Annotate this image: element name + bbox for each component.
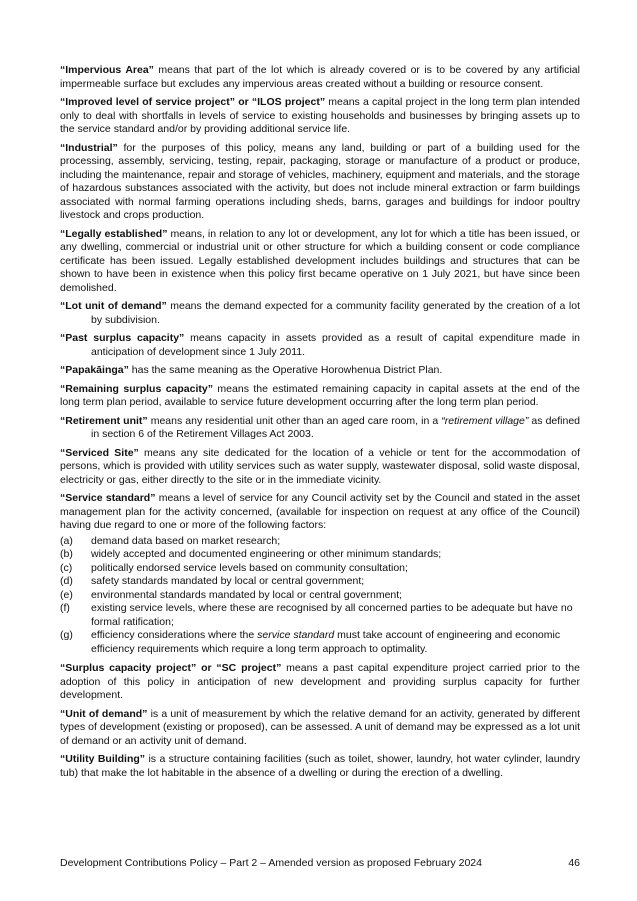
list-item — [60, 589, 580, 603]
list-marker: (b) — [60, 548, 73, 560]
list-marker: (e) — [60, 588, 73, 601]
service-standard-factors-list — [60, 535, 580, 657]
list-item-text — [91, 629, 580, 656]
definition-text-continued: as defined in section 6 of the Retirement Villages Act 2003. — [91, 414, 581, 440]
definition-past-surplus-capacity — [60, 332, 580, 359]
list-marker: (g) — [60, 629, 73, 641]
definition-text: means any residential unit other than an aged care room, in a — [147, 414, 442, 427]
definition-lot-unit-of-demand — [60, 300, 580, 327]
definition-term: “Improved level of service project” or “ILOS project” — [60, 96, 326, 108]
definition-term: “Utility Building” — [60, 753, 146, 765]
list-item-text: politically endorsed service levels based on community consultation; — [91, 561, 408, 574]
definition-text: means any site dedicated for the location of a vehicle or tent for the accommodation of persons, which is provided with utility services such as water supply, wastewater disposal, solid waste disposal, electricity or gas, either directly to the site or in the immediate vicinity. — [60, 446, 581, 486]
list-item-text-end: must take account of engineering and economic efficiency requirements which require a long term approach to optimality. — [91, 629, 561, 655]
definition-text: is a structure containing facilities (such as toilet, shower, laundry, hot water cylinder, laundry tub) that make the lot habitable in the absence of a dwelling or during the erection of a dwelling. — [60, 753, 580, 779]
definition-term: “Lot unit of demand” — [60, 300, 167, 312]
definition-term: “Industrial” — [60, 141, 118, 154]
definition-text: means a past capital expenditure project carried prior to the adoption of this policy in anticipation of new development and providing surplus capacity for further development. — [60, 662, 580, 701]
definition-legally-established — [60, 228, 580, 296]
definition-term: “Serviced Site” — [60, 446, 139, 459]
definitions-content — [60, 64, 580, 785]
list-item-text: existing service levels, where these are recognised by all concerned parties to be adequate but have no formal ratification; — [91, 602, 573, 628]
definition-text: for the purposes of this policy, means any land, building or part of a building used for the processing, assembly, servicing, testing, repair, packaging, storage or manufacture of a product or produce, including the maintenance, repair and storage of vehicles, machinery, equipment and materials, and the storage of hazardous substances associated with the activity, but does not include mineral extraction or farm buildings associated with normal farming operations including sheds, barns, garages and buildings for indoor poultry livestock and crops production. — [60, 141, 580, 221]
definition-term: “Impervious Area” — [60, 64, 154, 76]
list-item-text: widely accepted and documented engineering or other minimum standards; — [91, 548, 442, 560]
definition-industrial — [60, 142, 580, 223]
definition-text: is a unit of measurement by which the relative demand for an activity, generated by different types of development (existing or proposed), can be assessed. A unit of demand may be expressed as a lot unit of demand or an activity unit of demand. — [60, 707, 581, 747]
definition-text: means capacity in assets provided as a result of capital expenditure made in anticipation of development since 1 July 2011. — [91, 332, 580, 358]
definition-remaining-surplus-capacity — [60, 383, 580, 410]
definition-text: means a capital project in the long term plan intended only to deal with shortfalls in levels of service to existing households and businesses by bringing assets up to the service standard and/or by providing additional service life. — [60, 96, 580, 135]
definition-text: means the demand expected for a community facility generated by the creation of a lot by subdivision. — [91, 300, 580, 326]
list-item-italic: service standard — [257, 629, 335, 641]
list-item — [60, 562, 580, 576]
list-item-text: demand data based on market research; — [91, 534, 281, 547]
definition-service-standard — [60, 492, 580, 533]
footer-title: Development Contributions Policy – Part 2 – Amended version as proposed February 2024 — [60, 857, 482, 869]
list-marker: (d) — [60, 575, 73, 587]
definition-text: means the estimated remaining capacity in capital assets at the end of the long term plan period, available to service future development occurring after the long term plan period. — [60, 382, 580, 408]
list-item — [60, 575, 580, 589]
list-item-text-start: efficiency considerations where the — [91, 629, 258, 641]
definition-term: “Papakāinga” — [60, 364, 129, 376]
list-item — [60, 535, 580, 549]
definition-italic-term: “retirement village” — [441, 414, 529, 427]
definition-text: means, in relation to any lot or development, any lot for which a title has been issued, or any dwelling, commercial or industrial unit or other structure for which a building consent or code compliance certificate has been issued. Legally established development includes buildings and structures that can be shown to have been in existence when this policy first became operative on 1 July 2021, but have since been demolished. — [60, 227, 580, 294]
definition-term: “Legally established” — [60, 227, 168, 240]
definition-ilos-project — [60, 96, 580, 137]
definition-text: has the same meaning as the Operative Horowhenua District Plan. — [128, 364, 443, 376]
definition-impervious-area — [60, 64, 580, 91]
definition-surplus-capacity-project — [60, 662, 580, 703]
definition-text: means that part of the lot which is already covered or is to be covered by any artificial impermeable surface but excludes any impervious areas created without a building or resource consent. — [60, 64, 580, 90]
definition-term: “Remaining surplus capacity” — [60, 382, 213, 395]
list-item-text: environmental standards mandated by local or central government; — [91, 588, 403, 601]
definition-papakainga — [60, 364, 580, 378]
definition-retirement-unit — [60, 415, 580, 442]
definition-unit-of-demand — [60, 708, 580, 749]
list-marker: (c) — [60, 561, 73, 574]
page-number: 46 — [568, 857, 580, 869]
list-item — [60, 548, 580, 562]
definition-utility-building — [60, 753, 580, 780]
definition-serviced-site — [60, 447, 580, 488]
definition-term: “Surplus capacity project” or “SC project” — [60, 662, 282, 674]
list-item-text: safety standards mandated by local or central government; — [91, 575, 365, 587]
list-marker: (a) — [60, 534, 73, 547]
list-marker: (f) — [60, 602, 70, 614]
definition-term: “Unit of demand” — [60, 707, 148, 720]
list-item — [60, 602, 580, 629]
list-item — [60, 629, 580, 656]
definition-term: “Retirement unit” — [60, 414, 148, 427]
definition-text: means a level of service for any Council activity set by the Council and stated in the asset management plan for the activity concerned, (available for inspection on request at any office of the Council) having due regard to one or more of the following factors: — [60, 492, 580, 531]
definition-term: “Service standard” — [60, 492, 156, 504]
definition-term: “Past surplus capacity” — [60, 332, 185, 344]
